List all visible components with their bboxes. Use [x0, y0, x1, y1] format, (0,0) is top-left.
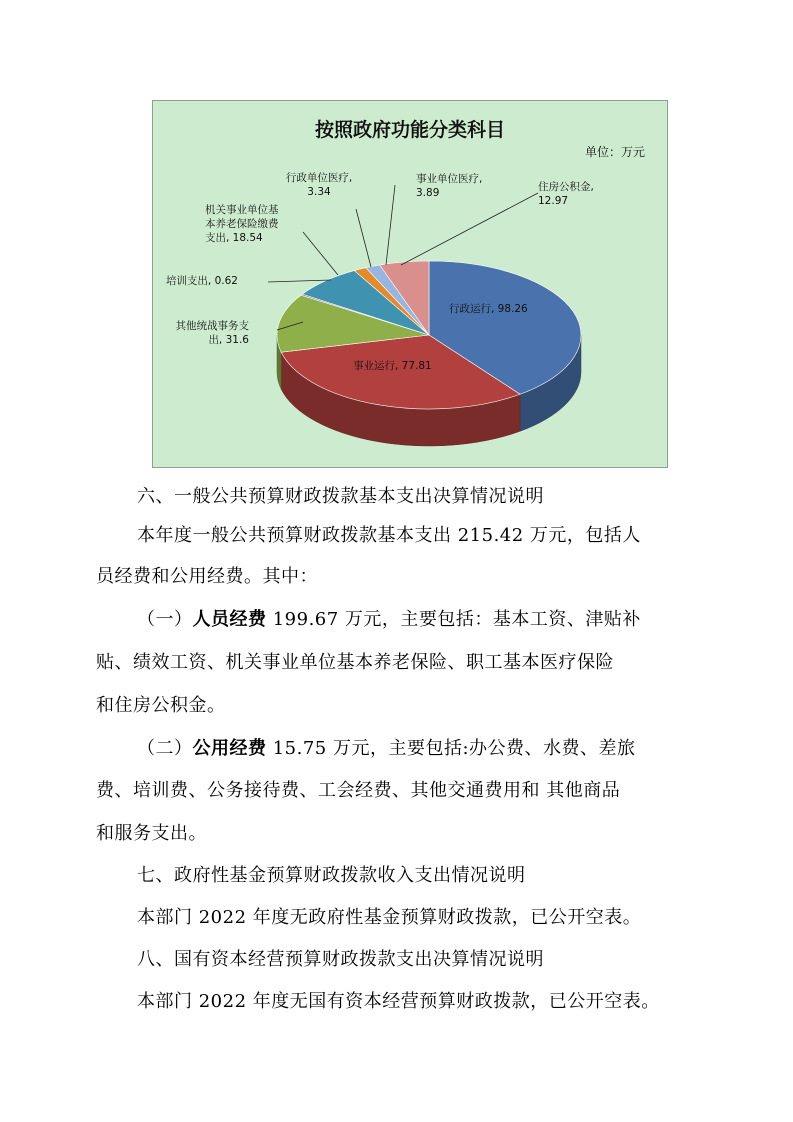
leader-line	[401, 193, 538, 265]
data-label: 其他统战事务支出, 31.6	[175, 320, 249, 346]
leader-line	[303, 232, 338, 275]
section-heading-7: 七、政府性基金预算财政拨款收入支出情况说明	[137, 865, 526, 886]
paragraph-line: 费、培训费、公务接待费、工会经费、其他交通费用和 其他商品	[96, 780, 621, 801]
paragraph-line: 本部门 2022 年度无国有资本经营预算财政拨款，已公开空表。	[137, 991, 660, 1012]
pie-chart-svg	[153, 101, 669, 469]
paragraph-line: 本年度一般公共预算财政拨款基本支出 215.42 万元，包括人	[137, 525, 641, 546]
paragraph-line: 和住房公积金。	[96, 695, 226, 716]
data-label: 事业单位医疗, 3.89	[416, 173, 483, 199]
paragraph-line: 本部门 2022 年度无政府性基金预算财政拨款，已公开空表。	[137, 907, 642, 928]
data-label: 事业运行, 77.81	[353, 360, 432, 372]
paragraph-text: 199.67 万元，主要包括：基本工资、津贴补	[266, 609, 641, 630]
pie-chart	[152, 100, 668, 468]
chart-unit-label: 单位：万元	[584, 145, 645, 159]
paragraph-line: 贴、绩效工资、机关事业单位基本养老保险、职工基本医疗保险	[96, 652, 614, 673]
section-heading-6: 六、一般公共预算财政拨款基本支出决算情况说明	[137, 486, 544, 507]
data-label: 行政单位医疗, 3.34	[285, 172, 353, 198]
leader-line	[268, 280, 331, 282]
chart-title: 按照政府功能分类科目	[314, 119, 505, 141]
paragraph-line: 员经费和公用经费。其中：	[96, 566, 318, 587]
leader-line	[356, 209, 371, 267]
data-label: 培训支出, 0.62	[165, 275, 238, 287]
item-number: （一）	[137, 609, 193, 630]
paragraph-line	[137, 608, 641, 632]
data-label: 住房公积金, 12.97	[538, 181, 594, 207]
public-expense-term: 公用经费	[192, 738, 267, 759]
paragraph-line	[137, 737, 636, 761]
data-label: 机关事业单位基本养老保险缴费支出, 18.54	[205, 204, 279, 244]
item-number: （二）	[137, 738, 193, 759]
section-heading-8: 八、国有资本经营预算财政拨款支出决算情况说明	[137, 949, 544, 970]
paragraph-text: 15.75 万元，主要包括:办公费、水费、差旅	[266, 738, 636, 759]
leader-line	[386, 185, 395, 265]
personnel-expense-term: 人员经费	[192, 609, 267, 630]
data-label: 行政运行, 98.26	[449, 303, 528, 315]
paragraph-line: 和服务支出。	[96, 823, 207, 844]
